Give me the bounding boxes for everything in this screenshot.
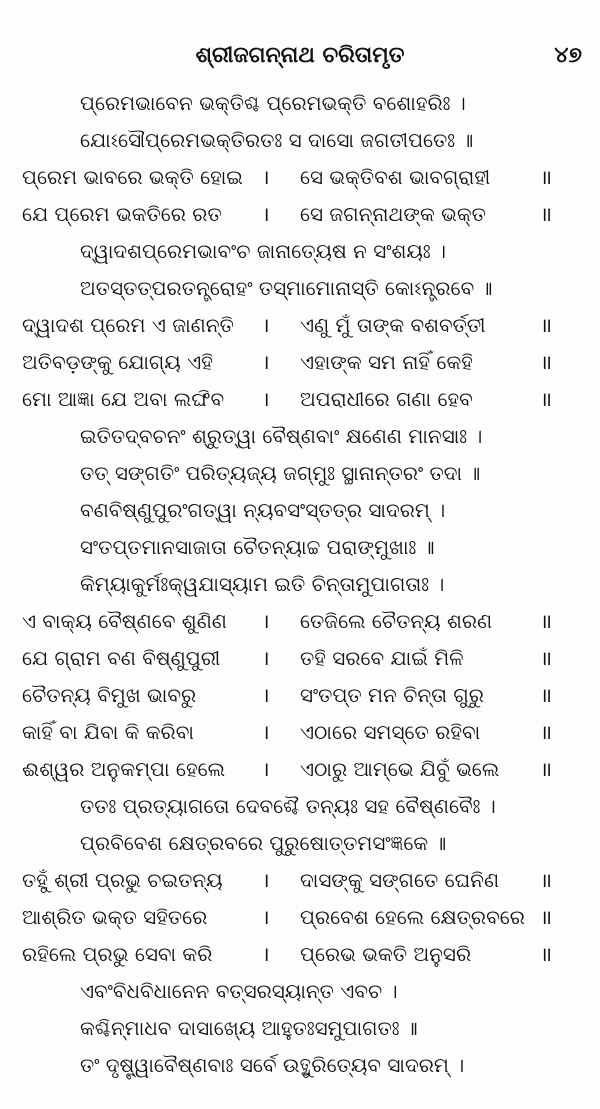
- couplet-left-half: ଯେ ପ୍ରେମ ଭକତିରେ ରତ: [22, 202, 222, 226]
- half-verse-danda: ।: [262, 202, 270, 226]
- sanskrit-verse-line: ତତଃ ପ୍ରତ୍ୟାଗତୋ ଦେବଶ୍ଚୈ ତନ୍ୟଃ ସହ ବୈଷ୍ଣବୈଃ ।: [80, 794, 496, 818]
- half-verse-danda: ।: [262, 387, 270, 411]
- odia-couplet-line: [0, 196, 600, 233]
- sanskrit-verse-line: ପ୍ରେମଭାବେନ ଭକ୍ତିଶ୍ଚ ପ୍ରେମଭକ୍ତି ବଶୋହରିଃ ।: [80, 91, 466, 115]
- odia-couplet-line: [0, 714, 600, 751]
- page-body: [0, 85, 600, 1084]
- odia-couplet-line: [0, 862, 600, 899]
- double-danda: ॥: [540, 683, 552, 707]
- couplet-right-half: ତହି ସରବେ ଯାଇଁ ମିଳି: [300, 646, 464, 670]
- half-verse-danda: ।: [262, 757, 270, 781]
- couplet-right-half: ଏଠାରୁ ଆମ୍ଭେ ଯିବୁଁ ଭଲେ: [300, 757, 500, 781]
- couplet-left-half: ମୋ ଆଜ୍ଞା ଯେ ଅବା ଲଙ୍ଘିବ: [22, 387, 225, 411]
- couplet-left-half: ପ୍ରେମ ଭାବରେ ଭକ୍ତି ହୋଇ: [22, 165, 243, 189]
- sanskrit-verse-line: ଇତିତଦ୍ବଚନଂ ଶ୍ରୁତ୍ୱା ବୈଷ୍ଣବାଂ କ୍ଷଣେଣ ମାନସାଃ ।: [80, 424, 483, 448]
- half-verse-danda: ।: [262, 609, 270, 633]
- sanskrit-verse-line: ଦ୍ୱାଦଶପ୍ରେମଭାବଂଚ ଜାନାତ୍ୟେଷ ନ ସଂଶୟଃ ।: [80, 239, 447, 263]
- double-danda: ॥: [540, 387, 552, 411]
- couplet-left-half: କାହିଁ ବା ଯିବା କି କରିବା: [22, 720, 194, 744]
- half-verse-danda: ।: [262, 720, 270, 744]
- half-verse-danda: ।: [262, 313, 270, 337]
- couplet-right-half: ଅପରାଧୀରେ ଗଣା ହେବ: [300, 387, 473, 411]
- double-danda: ॥: [540, 165, 552, 189]
- couplet-right-half: ଏଣୁ ମୁଁ ତାଙ୍କ ବଶବର୍ତ୍ତୀ: [300, 313, 486, 337]
- couplet-left-half: ଅତିବଡ଼ଙ୍କୁ ଯୋଗ୍ୟ ଏହି: [22, 350, 213, 374]
- running-title: ଶ୍ରୀଜଗନ୍ନାଥ ଚରିତାମୃତ: [195, 43, 405, 68]
- sanskrit-verse-line: ଏବଂବିଧବିଧାନେନ ବତ୍ସରସ୍ୟାନ୍ତ ଏବଚ ।: [80, 979, 398, 1003]
- couplet-left-half: ତହୁଁ ଶ୍ରୀ ପ୍ରଭୁ ଚଇତନ୍ୟ: [22, 868, 223, 892]
- sanskrit-verse-line: ଅତସ୍ତତ୍ପରତନ୍ତ୍ରୋହଂ ତସ୍ମାମୋନାସ୍ତି କୋଽନ୍ତ୍ରବେ ॥: [80, 276, 493, 300]
- odia-couplet-line: [0, 936, 600, 973]
- half-verse-danda: ।: [262, 868, 270, 892]
- odia-couplet-line: [0, 677, 600, 714]
- couplet-left-half: ରହିଲେ ପ୍ରଭୁ ସେବା କରି: [22, 942, 213, 966]
- half-verse-danda: ।: [262, 905, 270, 929]
- double-danda: ॥: [540, 942, 552, 966]
- couplet-right-half: ସଂତପ୍ତ ମନ ଚିନ୍ତା ଗୁରୁ: [300, 683, 484, 707]
- couplet-left-half: ଈଶ୍ୱର ଅନୁକମ୍ପା ହେଲେ: [22, 757, 226, 781]
- odia-couplet-line: [0, 899, 600, 936]
- page-number: ୪୭: [554, 43, 582, 68]
- couplet-right-half: ସେ ଭକ୍ତିବଶ ଭାବଗ୍ରାହୀ: [300, 165, 491, 189]
- sanskrit-verse-line: କଶ୍ଚିନ୍ମାଧବ ଦାସାଖ୍ୟେ ଆହୁତଃସମୁପାଗତଃ ॥: [80, 1016, 418, 1040]
- odia-couplet-line: [0, 159, 600, 196]
- double-danda: ॥: [540, 202, 552, 226]
- odia-couplet-line: [0, 640, 600, 677]
- sanskrit-verse-line: କିମ୍ୟାକୁର୍ମଃକ୍ୱଯାସ୍ୟାମ ଇତି ଚିନ୍ତାମୁପାଗତାଃ ।: [80, 572, 445, 596]
- couplet-left-half: ଆଶ୍ରିତ ଭକ୍ତ ସହିତରେ: [22, 905, 208, 929]
- page-header: [0, 38, 600, 74]
- double-danda: ॥: [540, 646, 552, 670]
- couplet-left-half: ଚୈତନ୍ୟ ବିମୁଖ ଭାବରୁ: [22, 683, 197, 707]
- odia-couplet-line: [0, 381, 600, 418]
- couplet-left-half: ଯେ ଗ୍ରାମ ବଣ ବିଷ୍ଣୁପୁରୀ: [22, 646, 221, 670]
- sanskrit-verse-line: ତତ୍ ସଙ୍ଗତିଂ ପରିତ୍ୟଜ୍ୟ ଜଗ୍ମୁଃ ସ୍ଥାନାନ୍ତରଂ ତଦା ॥: [80, 461, 481, 485]
- double-danda: ॥: [540, 313, 552, 337]
- double-danda: ॥: [540, 905, 552, 929]
- half-verse-danda: ।: [262, 165, 270, 189]
- half-verse-danda: ।: [262, 942, 270, 966]
- couplet-right-half: ସେ ଜଗନ୍ନାଥଙ୍କ ଭକ୍ତ: [300, 202, 486, 226]
- odia-couplet-line: [0, 344, 600, 381]
- half-verse-danda: ।: [262, 646, 270, 670]
- sanskrit-verse-line: ସଂତପ୍ତମାନସାଜାତା ଚୈତନ୍ୟାଚ୍ଚ ପରାଙ୍ମୁଖାଃ ॥: [80, 535, 435, 559]
- couplet-right-half: ଏହାଙ୍କ ସମ ନାହିଁ କେହି: [300, 350, 473, 374]
- half-verse-danda: ।: [262, 350, 270, 374]
- couplet-right-half: ତେଜିଲେ ଚୈତନ୍ୟ ଶରଣ: [300, 609, 493, 633]
- double-danda: ॥: [540, 757, 552, 781]
- sanskrit-verse-line: ବଣବିଷ୍ଣୁପୁରଂଗତ୍ୱା ନ୍ୟବସଂସ୍ତତ୍ର ସାଦରମ୍ ।: [80, 498, 446, 522]
- double-danda: ॥: [540, 720, 552, 744]
- half-verse-danda: ।: [262, 683, 270, 707]
- double-danda: ॥: [540, 350, 552, 374]
- couplet-right-half: ପ୍ରବେଶ ହେଲେ କ୍ଷେତ୍ରବରେ: [300, 905, 525, 929]
- double-danda: ॥: [540, 868, 552, 892]
- odia-couplet-line: [0, 751, 600, 788]
- sanskrit-verse-line: ପ୍ରବିବେଶ କ୍ଷେତ୍ରବରେ ପୁରୁଷୋତ୍ତମସଂଜ୍ଞକେ ॥: [80, 831, 447, 855]
- odia-couplet-line: [0, 307, 600, 344]
- sanskrit-verse-line: ତଂ ଦୃଷ୍ଟ୍ୱାବୈଷ୍ଣବାଃ ସର୍ବେ ଉତ୍ଥୁରିତ୍ୟେବ ସାଦରମ୍ ।: [80, 1053, 465, 1077]
- sanskrit-verse-line: ଯୋଽସୌପ୍ରେମଭକ୍ତିରତଃ ସ ଦାସୋ ଜଗତୀପତେଃ ॥: [80, 128, 474, 152]
- double-danda: ॥: [540, 609, 552, 633]
- couplet-left-half: ଏ ବାକ୍ୟ ବୈଷ୍ଣବେ ଶୁଣିଣ: [22, 609, 227, 633]
- couplet-left-half: ଦ୍ୱାଦଶ ପ୍ରେମ ଏ ଜାଣନ୍ତି: [22, 313, 234, 337]
- couplet-right-half: ଦାସଙ୍କୁ ସଙ୍ଗତେ ଘେନିଣ: [300, 868, 500, 892]
- odia-couplet-line: [0, 603, 600, 640]
- couplet-right-half: ଏଠାରେ ସମସ୍ତେ ରହିବା: [300, 720, 481, 744]
- couplet-right-half: ପ୍ରେଭ ଭକତି ଅନୁସରି: [300, 942, 472, 966]
